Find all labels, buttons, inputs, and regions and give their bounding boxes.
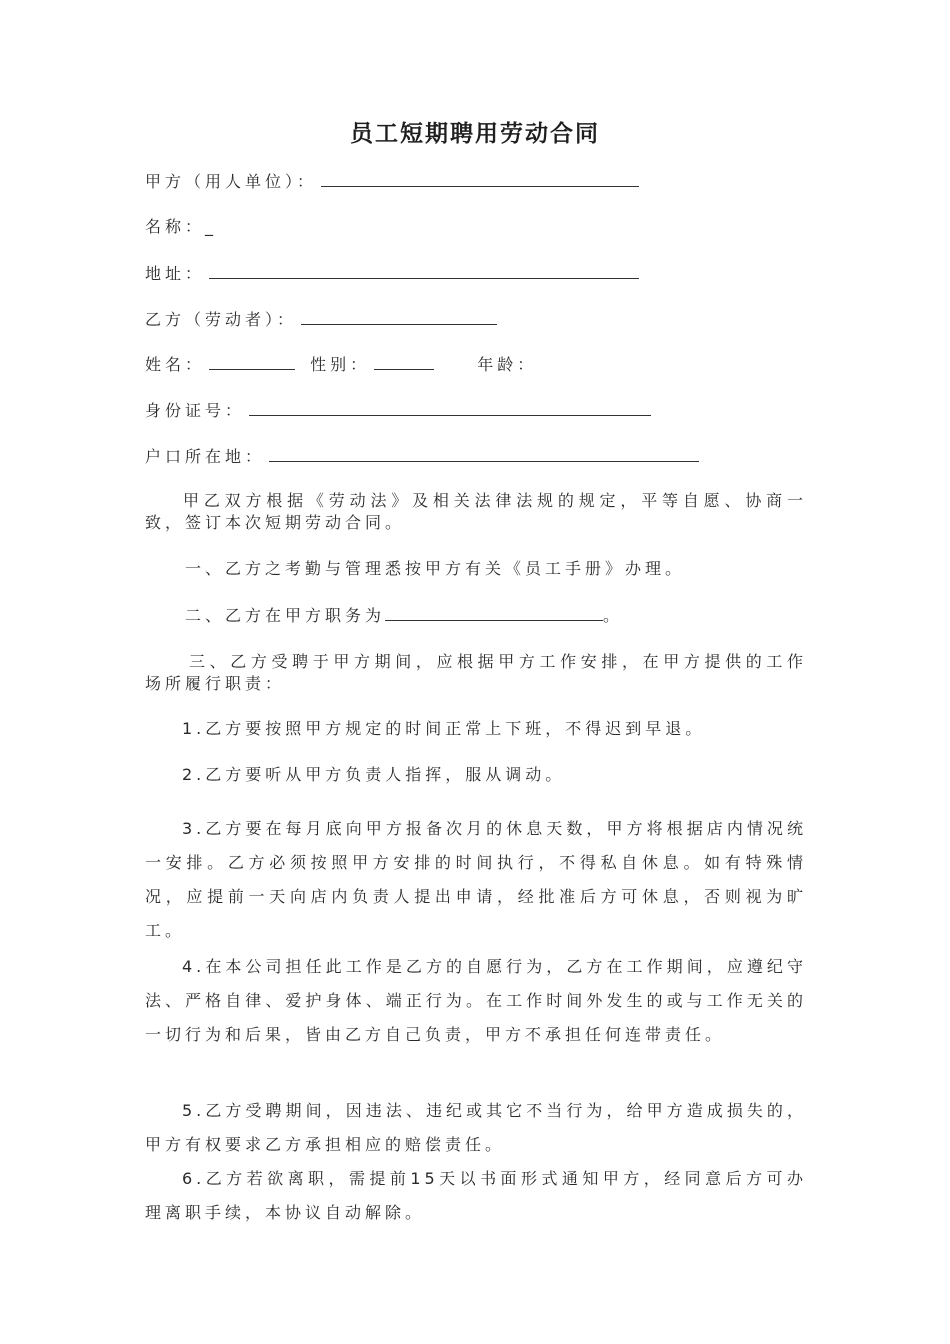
- address-label: 地址：: [145, 264, 206, 283]
- household-row: [145, 445, 699, 468]
- name-label: 名称：: [145, 217, 206, 236]
- party-b-field[interactable]: [301, 308, 497, 325]
- party-a-field[interactable]: [321, 170, 639, 187]
- party-b-row: [145, 308, 497, 331]
- name-row: [145, 216, 217, 238]
- clause-three: 三、乙方受聘于甲方期间，应根据甲方工作安排，在甲方提供的工作场所履行职责：: [145, 652, 807, 693]
- preamble-paragraph: 甲乙双方根据《劳动法》及相关法律法规的规定，平等自愿、协商一致，签订本次短期劳动合同。: [145, 491, 807, 532]
- clause-two: [185, 604, 623, 627]
- id-number-label: 身份证号：: [145, 401, 246, 420]
- party-a-label: 甲方（用人单位）：: [145, 172, 318, 191]
- duty-item-4: 4.在本公司担任此工作是乙方的自愿行为，乙方在工作期间，应遵纪守法、严格自律、爱护身体、端正行为。在工作时间外发生的或与工作无关的一切行为和后果，皆由乙方自己负责，甲方不承担任何连带责任。: [145, 957, 807, 1044]
- gender-field[interactable]: [374, 353, 434, 370]
- party-b-label: 乙方（劳动者）：: [145, 310, 298, 329]
- duty-item-2: 2.乙方要听从甲方负责人指挥，服从调动。: [182, 765, 566, 784]
- household-field[interactable]: [269, 445, 699, 462]
- clause-two-suffix: 。: [603, 606, 624, 625]
- person-name-field[interactable]: [209, 353, 295, 370]
- id-number-field[interactable]: [249, 399, 651, 416]
- duty-item-3: 3.乙方要在每月底向甲方报备次月的休息天数，甲方将根据店内情况统一安排。乙方必须按照甲方安排的时间执行，不得私自休息。如有特殊情况，应提前一天向店内负责人提出申请，经批准后方可休息，否则视为旷工。: [145, 819, 807, 940]
- age-label: 年龄：: [477, 355, 538, 374]
- duty-item-5: 5.乙方受聘期间，因违法、违纪或其它不当行为，给甲方造成损失的，甲方有权要求乙方承担相应的赔偿责任。: [145, 1101, 807, 1154]
- address-row: [145, 262, 639, 285]
- duty-item-1: 1.乙方要按照甲方规定的时间正常上下班，不得迟到早退。: [182, 719, 706, 738]
- address-field[interactable]: [209, 262, 639, 279]
- id-number-row: [145, 399, 651, 422]
- name-field[interactable]: _: [205, 217, 218, 236]
- person-name-label: 姓名：: [145, 355, 206, 374]
- household-label: 户口所在地：: [145, 447, 266, 466]
- duty-item-6: 6.乙方若欲离职，需提前15天以书面形式通知甲方，经同意后方可办理离职手续，本协议自动解除。: [145, 1169, 807, 1222]
- position-field[interactable]: [385, 604, 603, 621]
- clause-two-text: 二、乙方在甲方职务为: [185, 606, 386, 625]
- personal-info-row: [145, 353, 537, 376]
- party-a-row: [145, 170, 639, 193]
- clause-one: 一、乙方之考勤与管理悉按甲方有关《员工手册》办理。: [185, 559, 686, 578]
- document-title: 员工短期聘用劳动合同: [350, 121, 600, 147]
- gender-label: 性别：: [310, 355, 371, 374]
